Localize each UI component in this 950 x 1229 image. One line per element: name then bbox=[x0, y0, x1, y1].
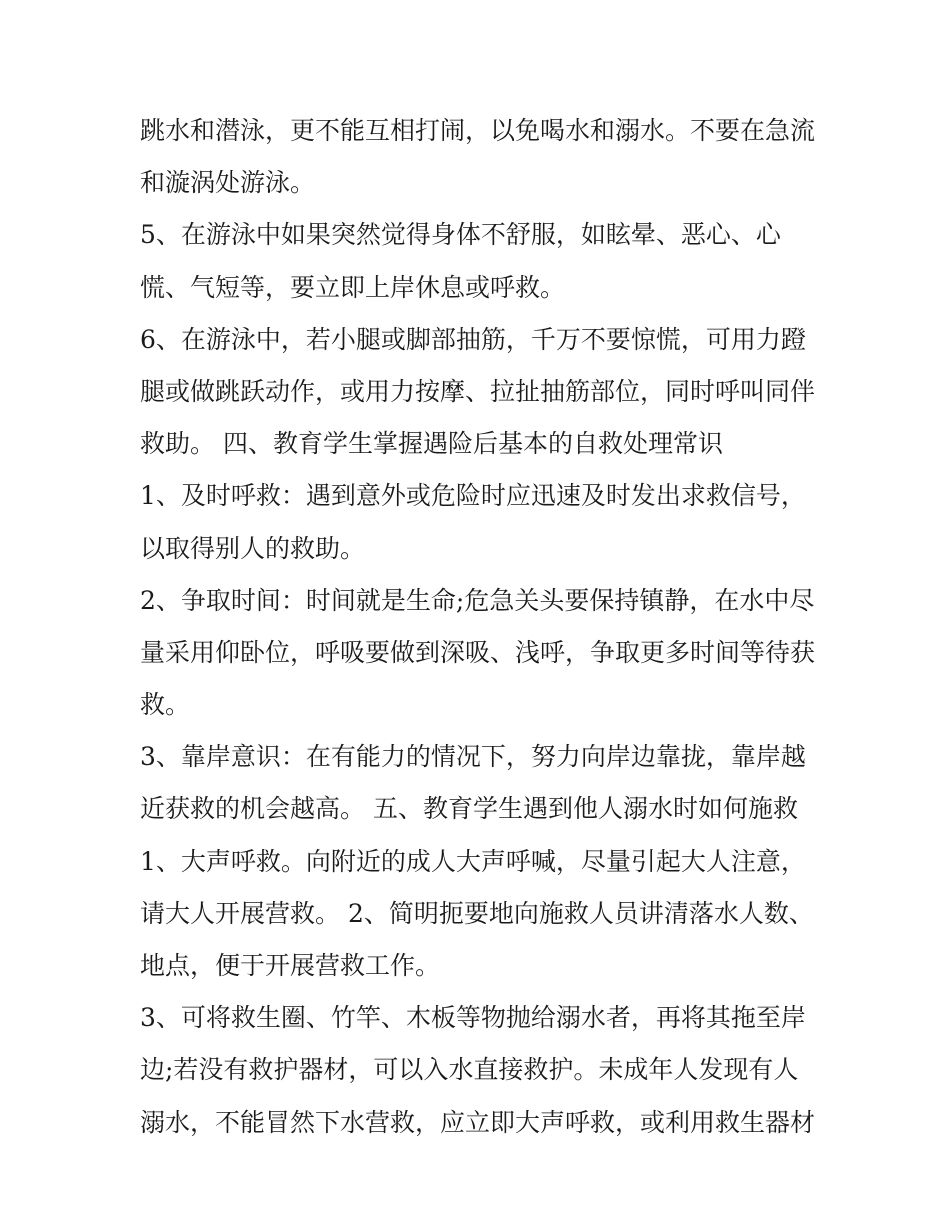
document-body bbox=[140, 108, 830, 1152]
text-line: 2、争取时间：时间就是生命;危急关头要保持镇静，在水中尽 bbox=[140, 585, 815, 615]
text-line: 跳水和潜泳，更不能互相打闹，以免喝水和溺水。不要在急流 bbox=[140, 116, 816, 145]
text-line: 1、及时呼救：遇到意外或危险时应迅速及时发出求救信号， bbox=[140, 481, 806, 511]
text-line: 5、在游泳中如果突然觉得身体不舒服，如眩晕、恶心、心 bbox=[140, 220, 781, 250]
text-line: 救。 bbox=[140, 690, 191, 720]
text-line: 3、靠岸意识：在有能力的情况下，努力向岸边靠拢，靠岸越 bbox=[140, 742, 806, 772]
text-line: 近获救的机会越高。 五、教育学生遇到他人溺水时如何施救 bbox=[140, 794, 798, 824]
text-line: 地点，便于开展营救工作。 bbox=[140, 951, 441, 980]
text-line: 和漩涡处游泳。 bbox=[140, 168, 316, 198]
text-line: 腿或做跳跃动作，或用力按摩、拉扯抽筋部位，同时呼叫同伴 bbox=[140, 376, 816, 406]
text-line: 6、在游泳中，若小腿或脚部抽筋，千万不要惊慌，可用力蹬 bbox=[140, 324, 806, 354]
text-line: 慌、气短等，要立即上岸休息或呼救。 bbox=[140, 272, 566, 302]
text-line: 边;若没有救护器材，可以入水直接救护。未成年人发现有人 bbox=[140, 1055, 799, 1085]
text-line: 3、可将救生圈、竹竿、木板等物抛给溺水者，再将其拖至岸 bbox=[140, 1003, 806, 1033]
text-line: 以取得别人的救助。 bbox=[140, 533, 366, 563]
text-line: 溺水，不能冒然下水营救，应立即大声呼救，或利用救生器材 bbox=[140, 1107, 816, 1137]
text-line: 请大人开展营救。 2、简明扼要地向施救人员讲清落水人数、 bbox=[140, 898, 814, 928]
text-line: 量采用仰卧位，呼吸要做到深吸、浅呼，争取更多时间等待获 bbox=[140, 637, 816, 667]
text-line: 1、大声呼救。向附近的成人大声呼喊，尽量引起大人注意， bbox=[140, 846, 806, 876]
text-line: 救助。 四、教育学生掌握遇险后基本的自救处理常识 bbox=[140, 429, 723, 459]
